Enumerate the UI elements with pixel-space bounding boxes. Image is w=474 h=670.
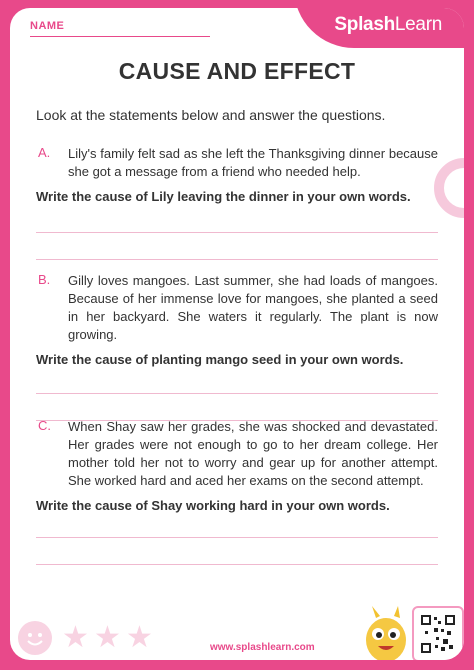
name-line: [30, 36, 210, 37]
question-prompt: Write the cause of Lily leaving the dinner in your own words.: [36, 189, 411, 204]
question-b: [36, 272, 438, 421]
brand-logo: [334, 14, 442, 36]
answer-line[interactable]: [36, 537, 438, 538]
question-letter: B.: [38, 272, 51, 287]
question-prompt: Write the cause of planting mango seed in your own words.: [36, 352, 404, 367]
decorative-ring: [434, 158, 464, 218]
star-icon: ★: [62, 621, 89, 654]
name-field[interactable]: [30, 20, 210, 37]
question-text: Lily's family felt sad as she left the Thanksgiving dinner because she got a message from a friend who needed help.: [68, 146, 438, 179]
answer-line[interactable]: [36, 259, 438, 260]
page-title: CAUSE AND EFFECT: [118, 58, 356, 84]
question-letter: C.: [38, 418, 51, 433]
instructions: Look at the statements below and answer the questions.: [36, 107, 386, 123]
star-icon: ★: [126, 621, 153, 654]
worksheet: [10, 8, 464, 660]
question-a: [36, 145, 438, 260]
star-icon: ★: [94, 621, 121, 654]
brand-logo-part1: Splash: [334, 14, 395, 35]
question-text: Gilly loves mangoes. Last summer, she had loads of mangoes. Because of her immense love for mangoes, she planted a seed in her backyard. She waters it regularly. The plant is now growing.: [68, 273, 438, 342]
footer-url[interactable]: www.splashlearn.com: [210, 642, 315, 653]
name-label: NAME: [30, 20, 65, 32]
question-text: When Shay saw her grades, she was shocked and devastated. Her grades were not enough to go to her dream college. Her mother told her not to worry and gear up for another attempt. She worked hard and aced her exams on the second attempt.: [68, 419, 438, 488]
brand-logo-part2: Learn: [394, 14, 442, 35]
answer-line[interactable]: [36, 564, 438, 565]
question-letter: A.: [38, 145, 51, 160]
answer-line[interactable]: [36, 393, 438, 394]
answer-line[interactable]: [36, 232, 438, 233]
smiley-icon: [18, 621, 52, 655]
question-c: [36, 418, 438, 565]
question-prompt: Write the cause of Shay working hard in your own words.: [36, 498, 390, 513]
qr-code-icon: [412, 606, 464, 660]
mascot-icon: [362, 606, 410, 660]
